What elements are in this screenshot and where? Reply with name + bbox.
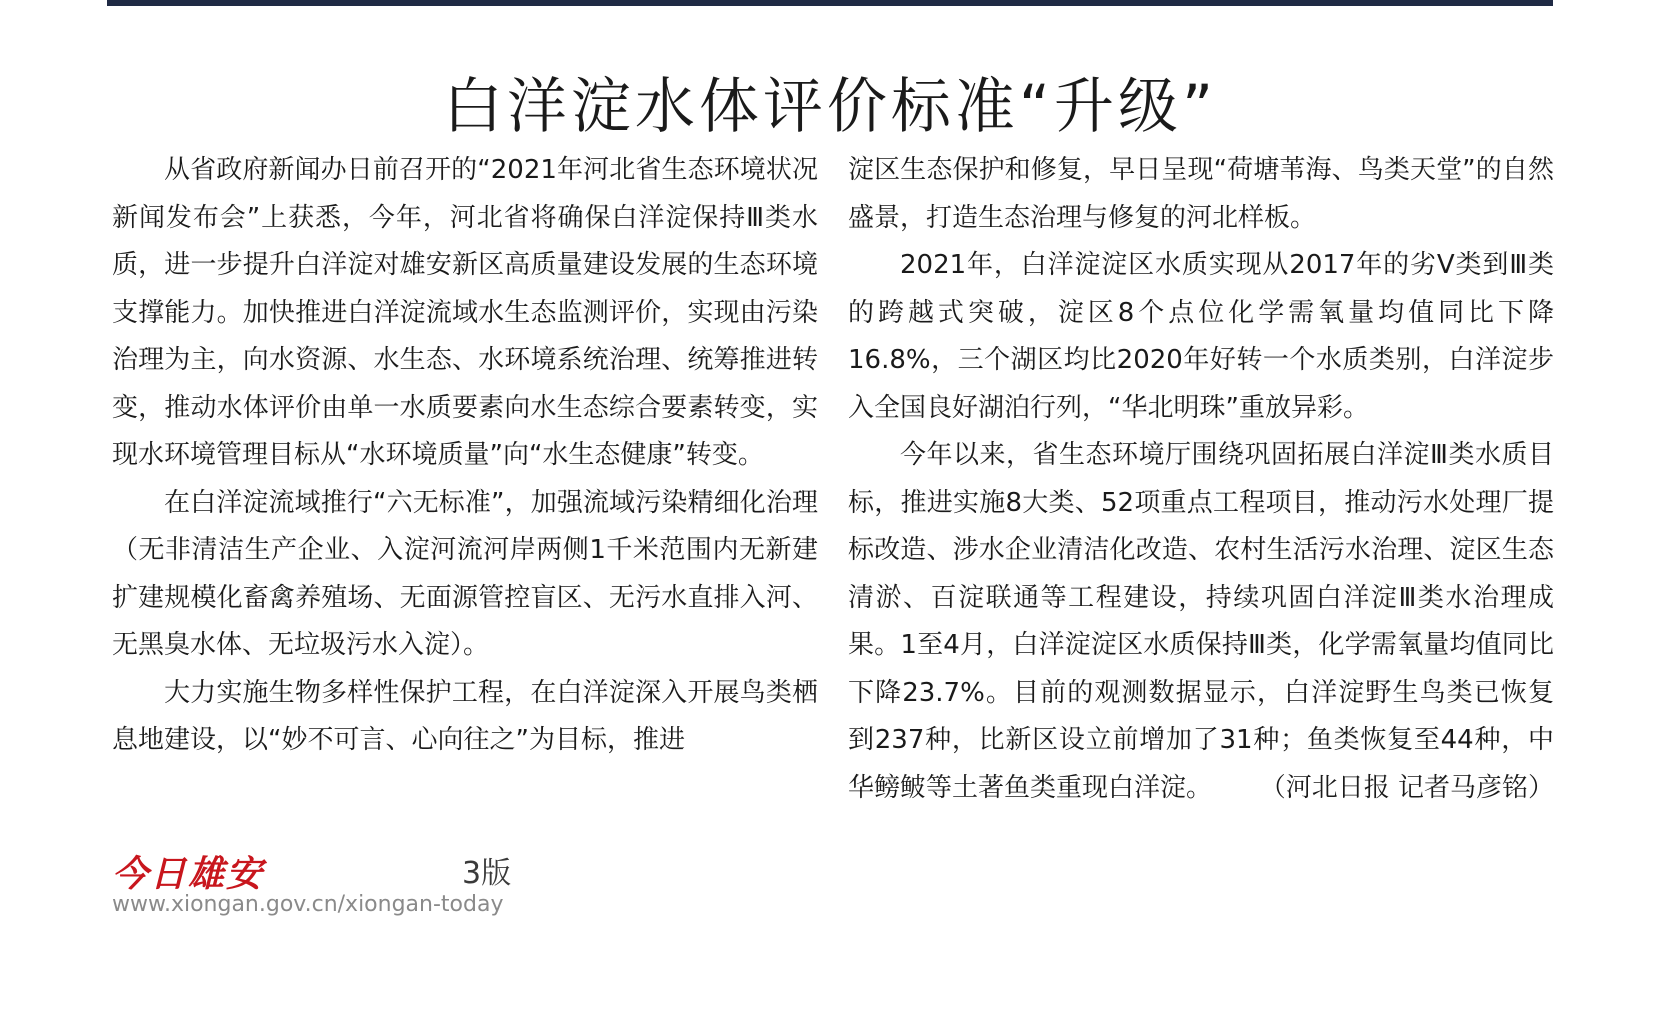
paragraph: 从省政府新闻办日前召开的“2021年河北省生态环境状况新闻发布会”上获悉，今年，河北省将确保白洋淀保持Ⅲ类水质，进一步提升白洋淀对雄安新区高质量建设发展的生态环境支撑能力。加快推进白洋淀流域水生态监测评价，实现由污染治理为主，向水资源、水生态、水环境系统治理、统筹推进转变，推动水体评价由单一水质要素向水生态综合要素转变，实现水环境管理目标从“水环境质量”向“水生态健康”转变。 [112,155,818,470]
paragraph: 在白洋淀流域推行“六无标准”，加强流域污染精细化治理（无非清洁生产企业、入淀河流河岸两侧1千米范围内无新建扩建规模化畜禽养殖场、无面源管控盲区、无污水直排入河、无黑臭水体、无垃圾污水入淀）。 [112,487,818,660]
left-column [112,147,818,765]
newspaper-logo: 今日雄安 [112,853,265,895]
site-url[interactable]: www.xiongan.gov.cn/xiongan-today [112,892,504,917]
paragraph: 大力实施生物多样性保护工程，在白洋淀深入开展鸟类栖息地建设，以“妙不可言、心向往之”为目标，推进 [112,677,818,755]
page-number: 3版 [462,856,512,891]
paragraph: 今年以来，省生态环境厅围绕巩固拓展白洋淀Ⅲ类水质目标，推进实施8大类、52项重点工程项目，推动污水处理厂提标改造、涉水企业清洁化改造、农村生活污水治理、淀区生态清淤、百淀联通等工程建设，持续巩固白洋淀Ⅲ类水治理成果。1至4月，白洋淀淀区水质保持Ⅲ类，化学需氧量均值同比下降23.7%。目前的观测数据显示，白洋淀野生鸟类已恢复到237种，比新区设立前增加了31种；鱼类恢复至44种，中华鳑鲏等土著鱼类重现白洋淀。 [848,440,1554,803]
paragraph-continuation: 淀区生态保护和修复，早日呈现“荷塘苇海、鸟类天堂”的自然盛景，打造生态治理与修复的河北样板。 [848,155,1554,233]
article-title: 白洋淀水体评价标准“升级” [442,72,1218,143]
byline: （河北日报 记者马彦铭） [1259,772,1554,803]
top-rule [107,0,1553,6]
paragraph: 2021年，白洋淀淀区水质实现从2017年的劣Ⅴ类到Ⅲ类的跨越式突破，淀区8个点位化学需氧量均值同比下降16.8%，三个湖区均比2020年好转一个水质类别，白洋淀步入全国良好湖泊行列，“华北明珠”重放异彩。 [848,250,1554,423]
right-column [848,147,1554,812]
